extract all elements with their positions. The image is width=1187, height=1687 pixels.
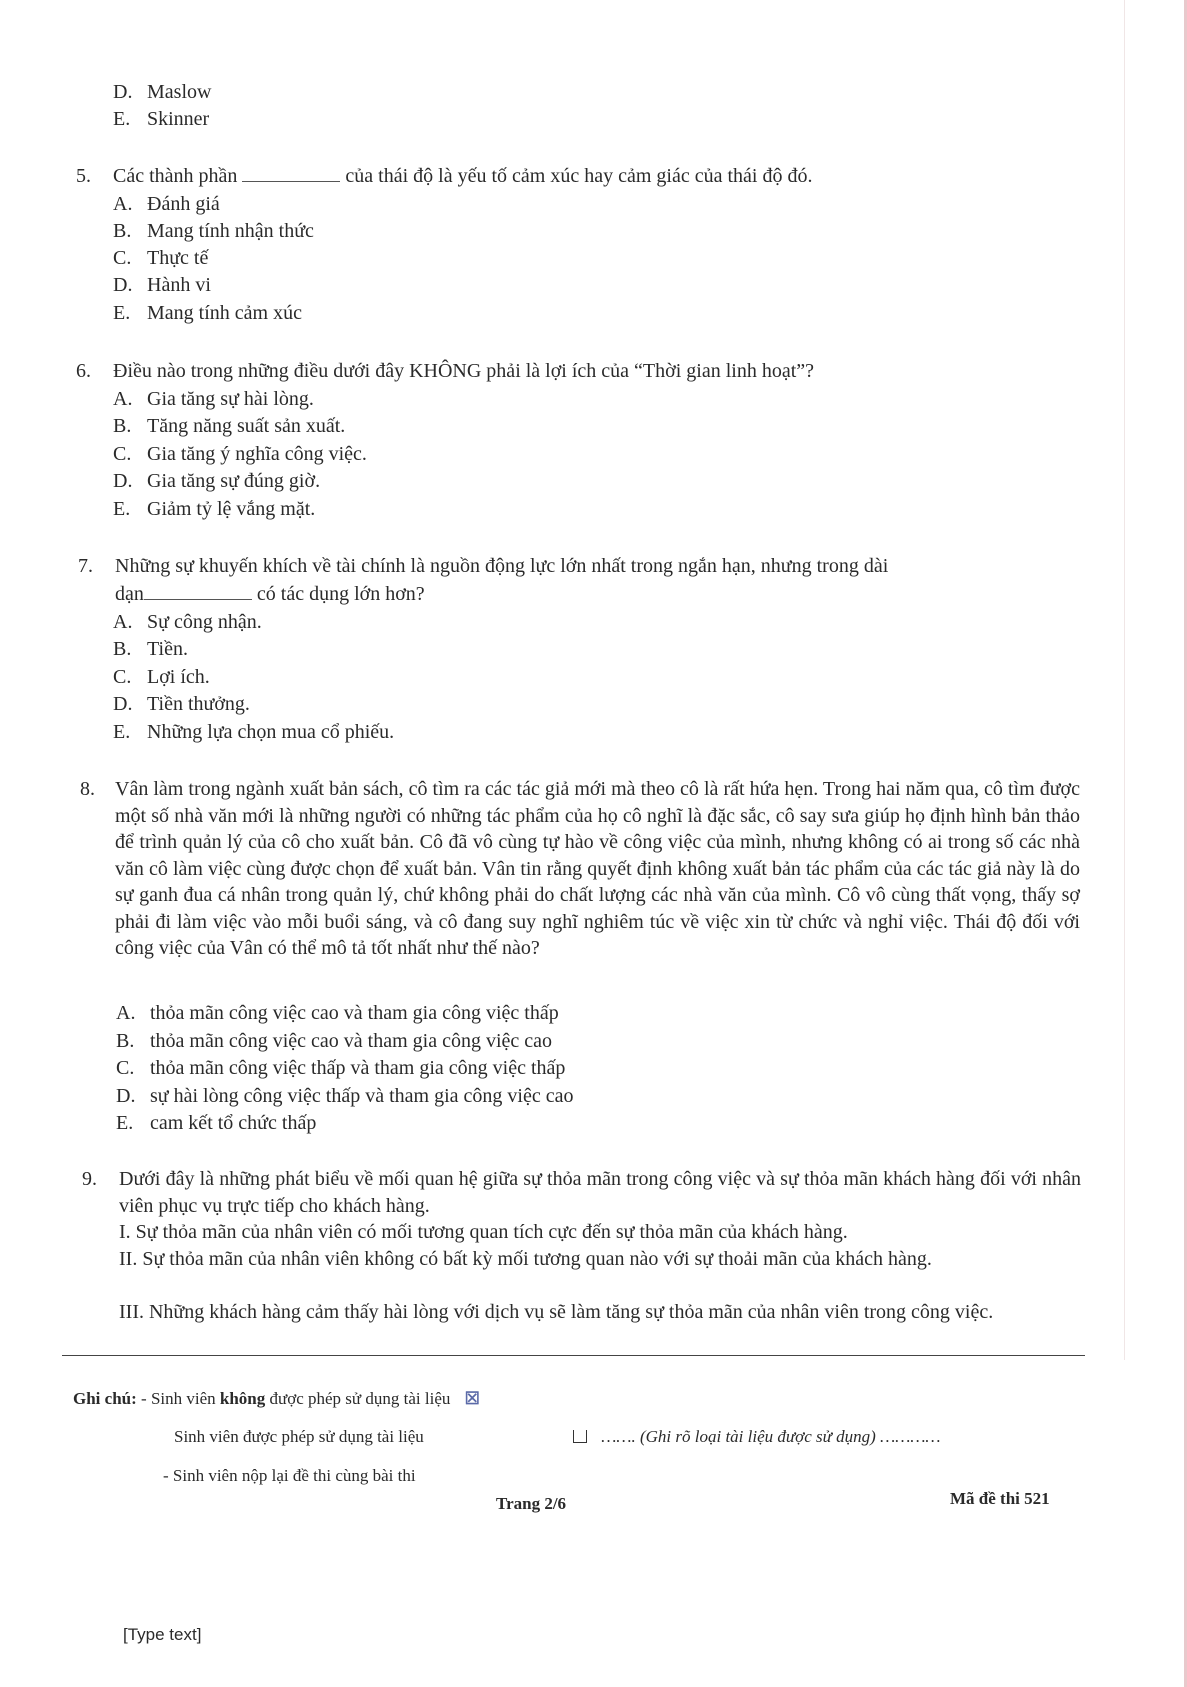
- statement-3: III. Những khách hàng cảm thấy hài lòng với dịch vụ sẽ làm tăng sự thỏa mãn của nhân viên trong công việc.: [119, 1301, 994, 1323]
- type-text-placeholder: [Type text]: [123, 1625, 202, 1644]
- margin-line: [1124, 0, 1125, 1360]
- q6-option-c: C. Gia tăng ý nghĩa công việc.: [113, 443, 367, 465]
- question-7-line-2: dạn có tác dụng lớn hơn?: [115, 583, 425, 605]
- note-line-3: - Sinh viên nộp lại đề thi cùng bài thi: [163, 1466, 416, 1485]
- footer-divider: [62, 1355, 1085, 1356]
- question-8-text: Vân làm trong ngành xuất bản sách, cô tìm ra các tác giả mới mà theo cô là rất hứa hẹn. Trong hai năm qua, cô tìm được một số nhà văn mới là những người có những tác phẩm của họ cô nghĩ là đặc sắc, cô say sưa giúp họ định hình bản thảo để trình quản lý của cô cho xuất bản. Cô đã vô cùng tự hào về công việc của mình, nhưng không có ai trong số các nhà văn cô làm việc cùng được chọn để xuất bản. Vân tin rằng quyết định không xuất bản tác phẩm của các tác giả này là do sự ganh đua cá nhân trong quản lý, chứ không phải do chất lượng các nhà văn của mình. Cô vô cùng thất vọng, thấy sợ phải đi làm việc vào mỗi buổi sáng, và cô đang suy nghĩ nghiêm túc về việc xin từ chức và nghỉ việc. Thái độ đối với công việc của Vân có thể mô tả tốt nhất như thế nào?: [115, 778, 1080, 959]
- question-5: 5. Các thành phần của thái độ là yếu tố cảm xúc hay cảm giác của thái độ đó.: [76, 165, 813, 187]
- q7-option-c: C. Lợi ích.: [113, 666, 210, 688]
- note-line-2-fill: ……. (Ghi rõ loại tài liệu được sử dụng) …………: [573, 1426, 941, 1448]
- prev-option-e: E. Skinner: [113, 108, 210, 130]
- q8-option-c: C. thỏa mãn công việc thấp và tham gia công việc thấp: [116, 1057, 566, 1079]
- q7-option-b: B. Tiền.: [113, 638, 188, 660]
- q8-option-d: D. sự hài lòng công việc thấp và tham gia công việc cao: [116, 1085, 574, 1107]
- q5-option-a: A. Đánh giá: [113, 193, 220, 215]
- question-7: 7. Những sự khuyến khích về tài chính là nguồn động lực lớn nhất trong ngắn hạn, nhưng trong dài: [78, 555, 889, 577]
- q5-option-e: E. Mang tính cảm xúc: [113, 302, 302, 324]
- q5-option-b: B. Mang tính nhận thức: [113, 220, 314, 242]
- note-line-1: Ghi chú: - Sinh viên không được phép sử dụng tài liệu ☒: [73, 1389, 480, 1408]
- q6-option-e: E. Giảm tỷ lệ vắng mặt.: [113, 498, 316, 520]
- q8-option-a: A. thỏa mãn công việc cao và tham gia công việc thấp: [116, 1002, 559, 1024]
- answer-blank: [144, 581, 252, 600]
- q7-option-a: A. Sự công nhận.: [113, 611, 262, 633]
- exam-code: Mã đề thi 521: [950, 1489, 1050, 1508]
- statement-2: II. Sự thỏa mãn của nhân viên không có bất kỳ mối tương quan nào với sự thoải mãn của khách hàng.: [119, 1248, 932, 1270]
- page-number: Trang 2/6: [496, 1494, 567, 1513]
- empty-checkbox-icon: [573, 1430, 587, 1443]
- question-9-number: 9.: [82, 1168, 97, 1190]
- q5-option-c: C. Thực tế: [113, 247, 209, 269]
- q6-option-b: B. Tăng năng suất sản xuất.: [113, 415, 346, 437]
- prev-option-d: D. Maslow: [113, 81, 212, 103]
- q7-option-e: E. Những lựa chọn mua cổ phiếu.: [113, 721, 395, 743]
- question-6: 6. Điều nào trong những điều dưới đây KHÔNG phải là lợi ích của “Thời gian linh hoạt”?: [76, 360, 815, 382]
- q6-option-a: A. Gia tăng sự hài lòng.: [113, 388, 314, 410]
- statement-1: I. Sự thỏa mãn của nhân viên có mối tương quan tích cực đến sự thỏa mãn của khách hàng.: [119, 1221, 848, 1243]
- answer-blank: [242, 163, 340, 182]
- checked-box-icon: ☒: [464, 1389, 480, 1408]
- q8-option-b: B. thỏa mãn công việc cao và tham gia công việc cao: [116, 1030, 553, 1052]
- q5-option-d: D. Hành vi: [113, 274, 211, 296]
- q7-option-d: D. Tiền thưởng.: [113, 693, 250, 715]
- q8-option-e: E. cam kết tổ chức thấp: [116, 1112, 317, 1134]
- question-9-text: Dưới đây là những phát biểu về mối quan hệ giữa sự thỏa mãn trong công việc và sự thỏa mãn khách hàng đối với nhân viên phục vụ trực tiếp cho khách hàng.: [119, 1168, 1081, 1217]
- note-line-2: Sinh viên được phép sử dụng tài liệu: [174, 1427, 424, 1446]
- q6-option-d: D. Gia tăng sự đúng giờ.: [113, 470, 321, 492]
- question-8-number: 8.: [80, 778, 95, 800]
